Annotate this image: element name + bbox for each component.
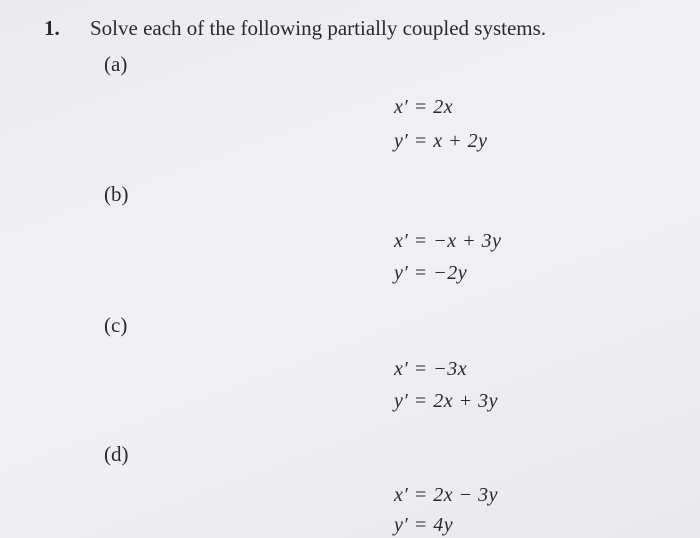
part-b-equation-1: x′ = −x + 3y — [394, 230, 502, 252]
part-b-equation-2: y′ = −2y — [394, 262, 468, 284]
part-c-equation-1: x′ = −3x — [394, 358, 468, 380]
part-d-label: (d) — [104, 442, 129, 466]
part-a-label: (a) — [104, 52, 128, 76]
part-b-label: (b) — [104, 182, 129, 206]
part-c-equation-2: y′ = 2x + 3y — [394, 390, 498, 412]
part-a-equation-2: y′ = x + 2y — [394, 130, 488, 152]
part-c-label: (c) — [104, 313, 128, 337]
part-d-equation-2: y′ = 4y — [394, 514, 454, 536]
problem-statement: Solve each of the following partially coupled systems. — [90, 16, 547, 40]
part-a-equation-1: x′ = 2x — [394, 96, 454, 118]
part-d-equation-1: x′ = 2x − 3y — [394, 484, 498, 506]
problem-number: 1. — [44, 16, 60, 40]
